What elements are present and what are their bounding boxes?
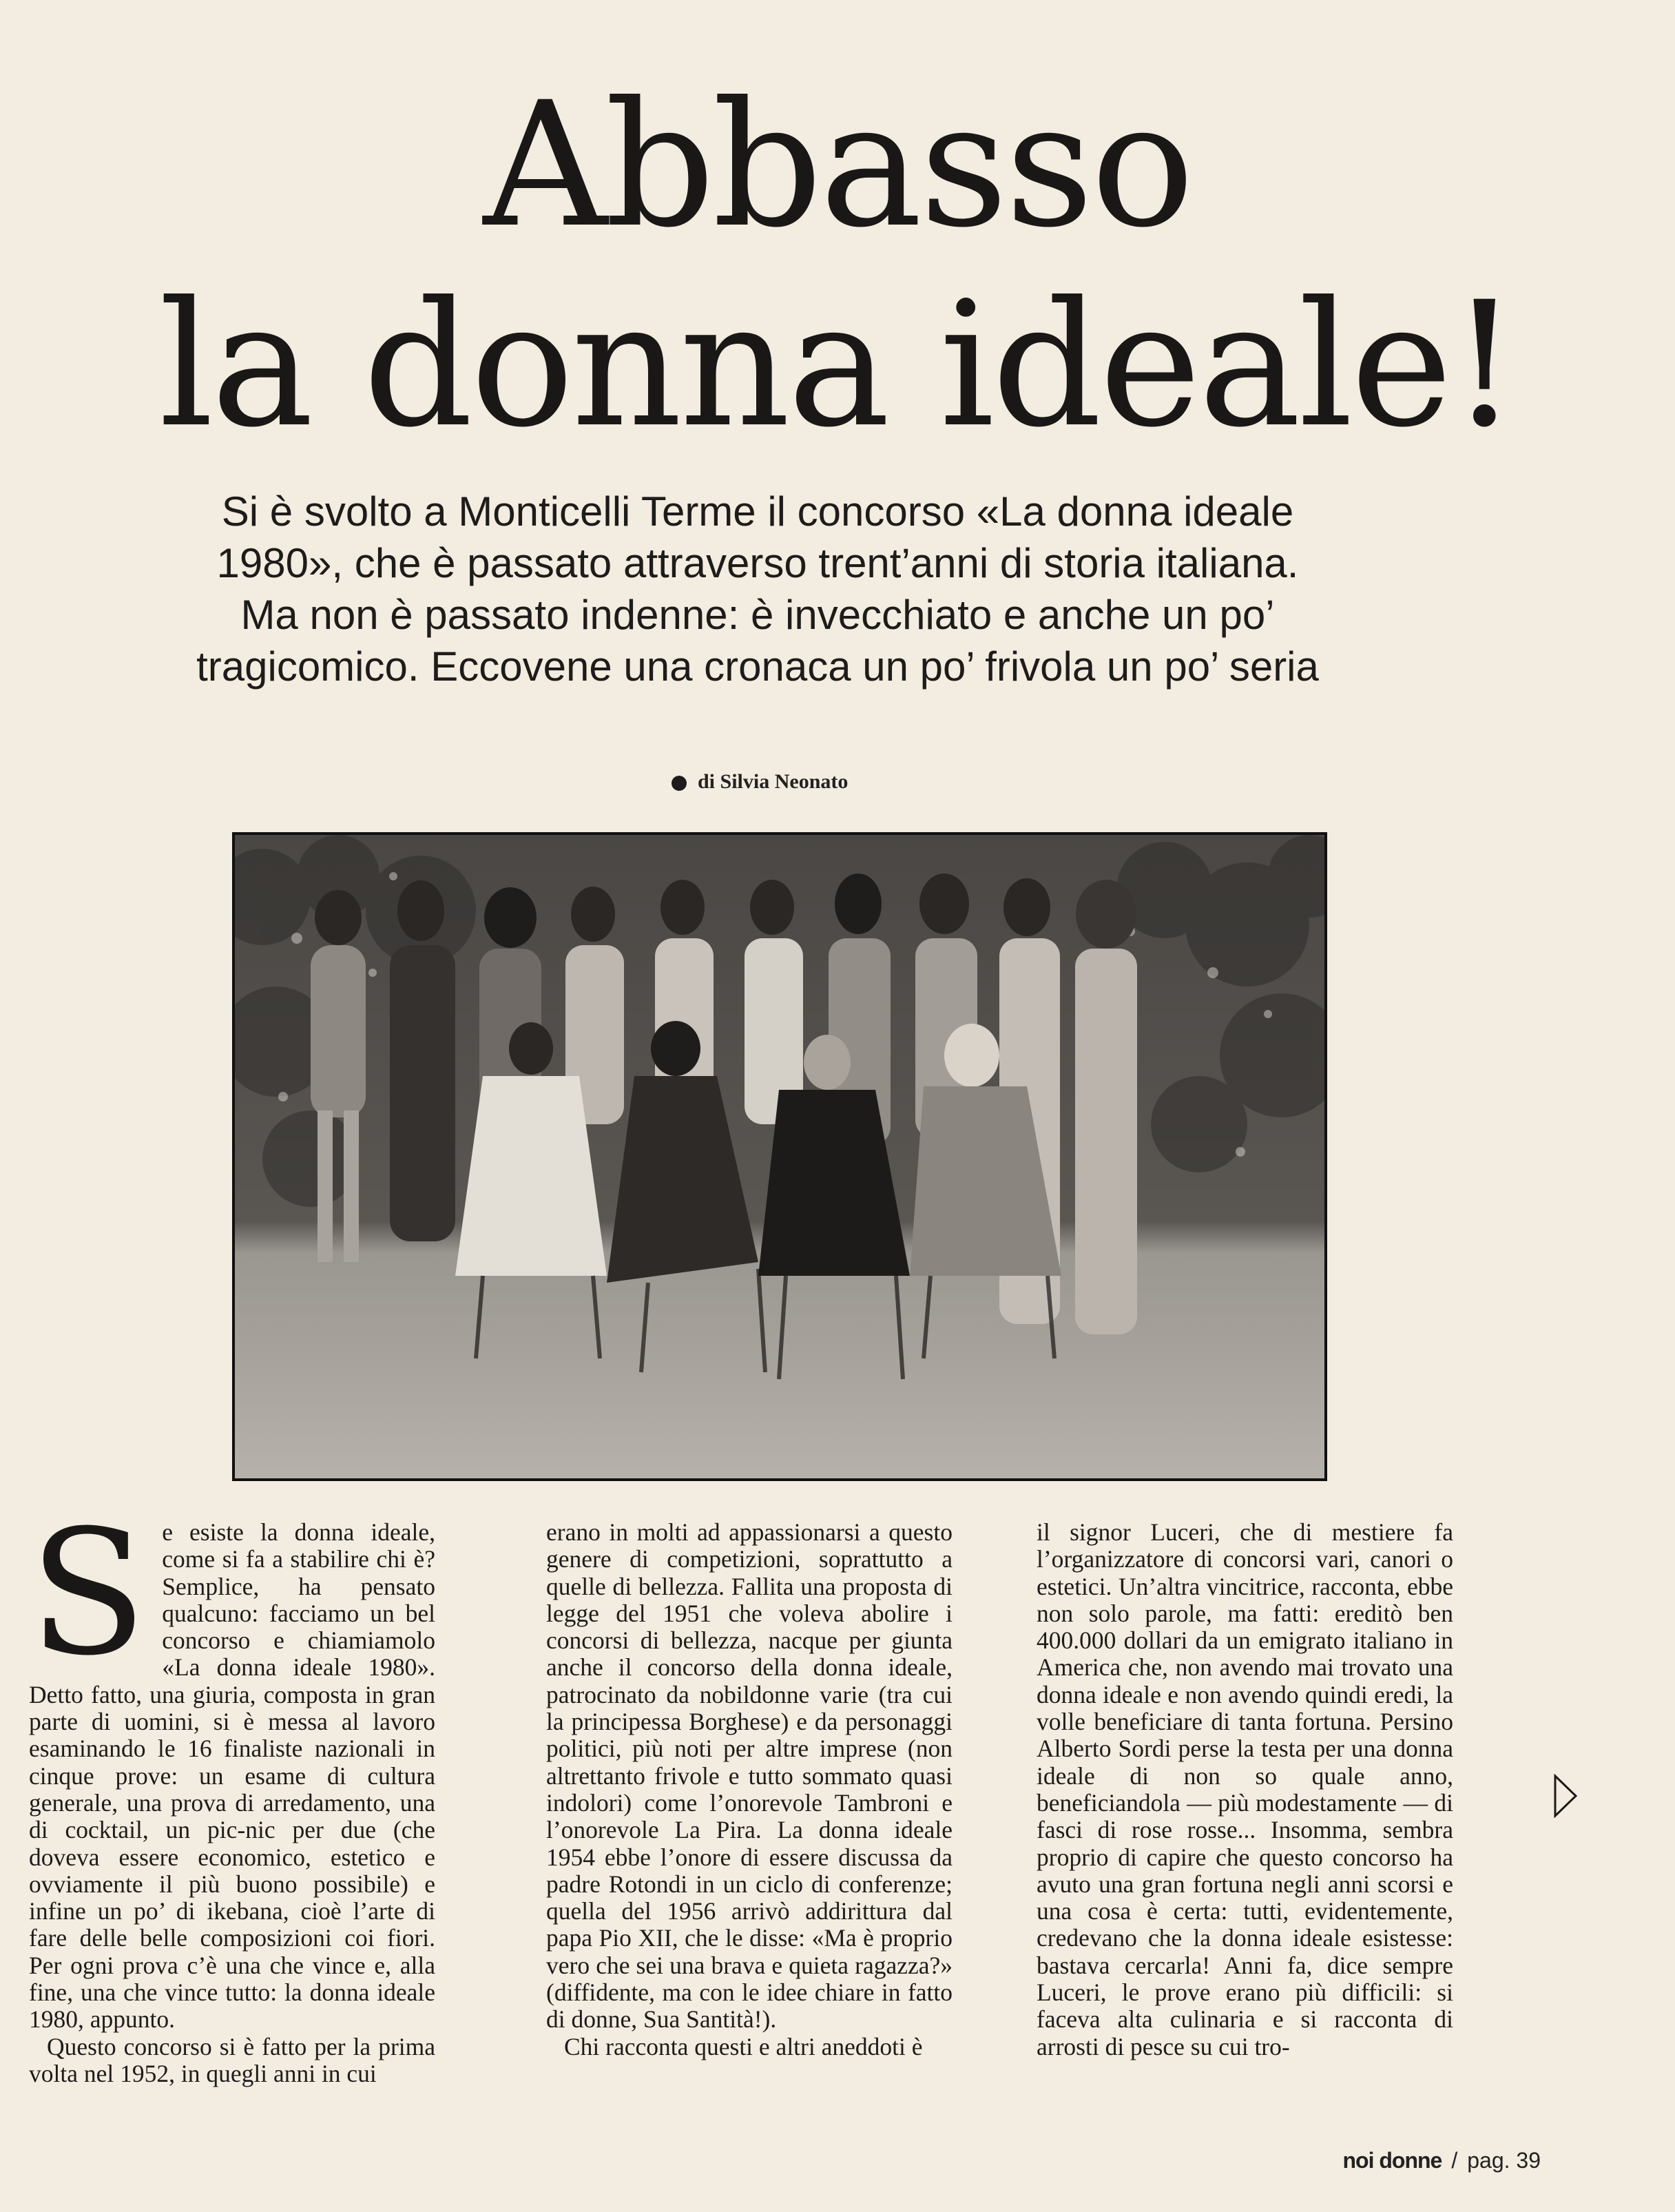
page-footer <box>1342 2148 1541 2173</box>
page-number: pag. 39 <box>1467 2148 1541 2173</box>
continue-arrow-icon <box>1553 1774 1578 1818</box>
magazine-name: noi donne <box>1342 2148 1442 2173</box>
headline-line-1: Abbasso <box>483 65 1192 265</box>
paragraph: Questo concorso si è fatto per la prima volta nel 1952, in quegli anni in cui <box>29 2032 435 2087</box>
group-photo-icon <box>235 835 1324 1478</box>
drop-cap: S <box>29 1493 147 1693</box>
standfirst: Si è svolto a Monticelli Terme il concorso «La donna ideale 1980», che è passato attraverso trent’anni di storia italiana. Ma non è passato indenne: è invecchiato e anche un po’ tragicomico. Eccovene una cronaca un po’ frivola un po’ seria <box>196 488 1319 690</box>
paragraph: e esiste la donna ideale, come si fa a stabilire chi è? Semplice, ha pensato qualcuno: facciamo un bel concorso e chiamiamolo «La donna ideale 1980». Detto fatto, una giuria, composta in gran parte di uomini, si è messa al lavoro esaminando le 16 finaliste nazionali in cinque prove: un esame di cultura generale, una prova di arredamento, una di cocktail, un pic-nic per due (che doveva essere economico, estetico e ovviamente il più buono possibile) e infine un po’ di ikebana, cioè l’arte di fare delle belle composizioni coi fiori. Per ogni prova c’è una che vince e, alla fine, una che vince tutto: la donna ideale 1980, appunto. <box>29 1518 435 2034</box>
headline-line-2: la donna ideale! <box>158 265 1517 465</box>
paragraph: erano in molti ad appassionarsi a questo genere di competizioni, soprattutto a quelle di bellezza. Fallita una proposta di legge del 1951 che voleva abolire i concorsi di bellezza, nacque per giunta anche il concorso della donna ideale, patrocinato da nobildonne varie (tra cui la principessa Borghese) e da personaggi politici, più noti per altre imprese (non altrettanto frivole e tutto sommato quasi indolori) come l’onorevole Tambroni e l’onorevole La Pira. La donna ideale 1954 ebbe l’onore di essere discussa da padre Rotondi in un ciclo di conferenze; quella del 1956 arrivò addirittura dal papa Pio XII, che le disse: «Ma è proprio vero che sei una brava e quieta ragazza?» (diffidente, ma con le idee chiare in fatto di donne, Sua Santità!). <box>546 1518 953 2034</box>
byline <box>672 768 848 796</box>
paragraph: Chi racconta questi e altri aneddoti è <box>564 2032 923 2060</box>
paragraph: il signor Luceri, che di mestiere fa l’organizzatore di concorsi vari, canori o estetici. Un’altra vincitrice, racconta, ebbe non solo parole, ma fatti: ereditò ben 400.000 dollari da un emigrato italiano in America che, non avendo mai trovato una donna ideale e non avendo quindi eredi, la volle beneficiare di tanta fortuna. Persino Alberto Sordi perse la testa per una donna ideale di non so quale anno, beneficiandola — più modestamente — di fasci di rose rosse... Insomma, sembra proprio di capire che questo concorso ha avuto una gran fortuna negli anni scorsi e una cosa è certa: tutti, evidentemente, credevano che la donna ideale esistesse: bastava cercarla! Anni fa, dice sempre Luceri, le prove erano più difficili: si faceva alta culinaria e si racconta di arrosti di pesce su cui tro- <box>1037 1518 1453 2060</box>
article-column-1 <box>29 1493 435 2087</box>
footer-separator: / <box>1451 2148 1458 2173</box>
group-photo <box>232 832 1327 1481</box>
byline-text: di Silvia Neonato <box>698 770 849 793</box>
bullet-icon <box>672 776 687 791</box>
article-column-2 <box>546 1519 953 2060</box>
article-column-3 <box>1037 1519 1453 2060</box>
